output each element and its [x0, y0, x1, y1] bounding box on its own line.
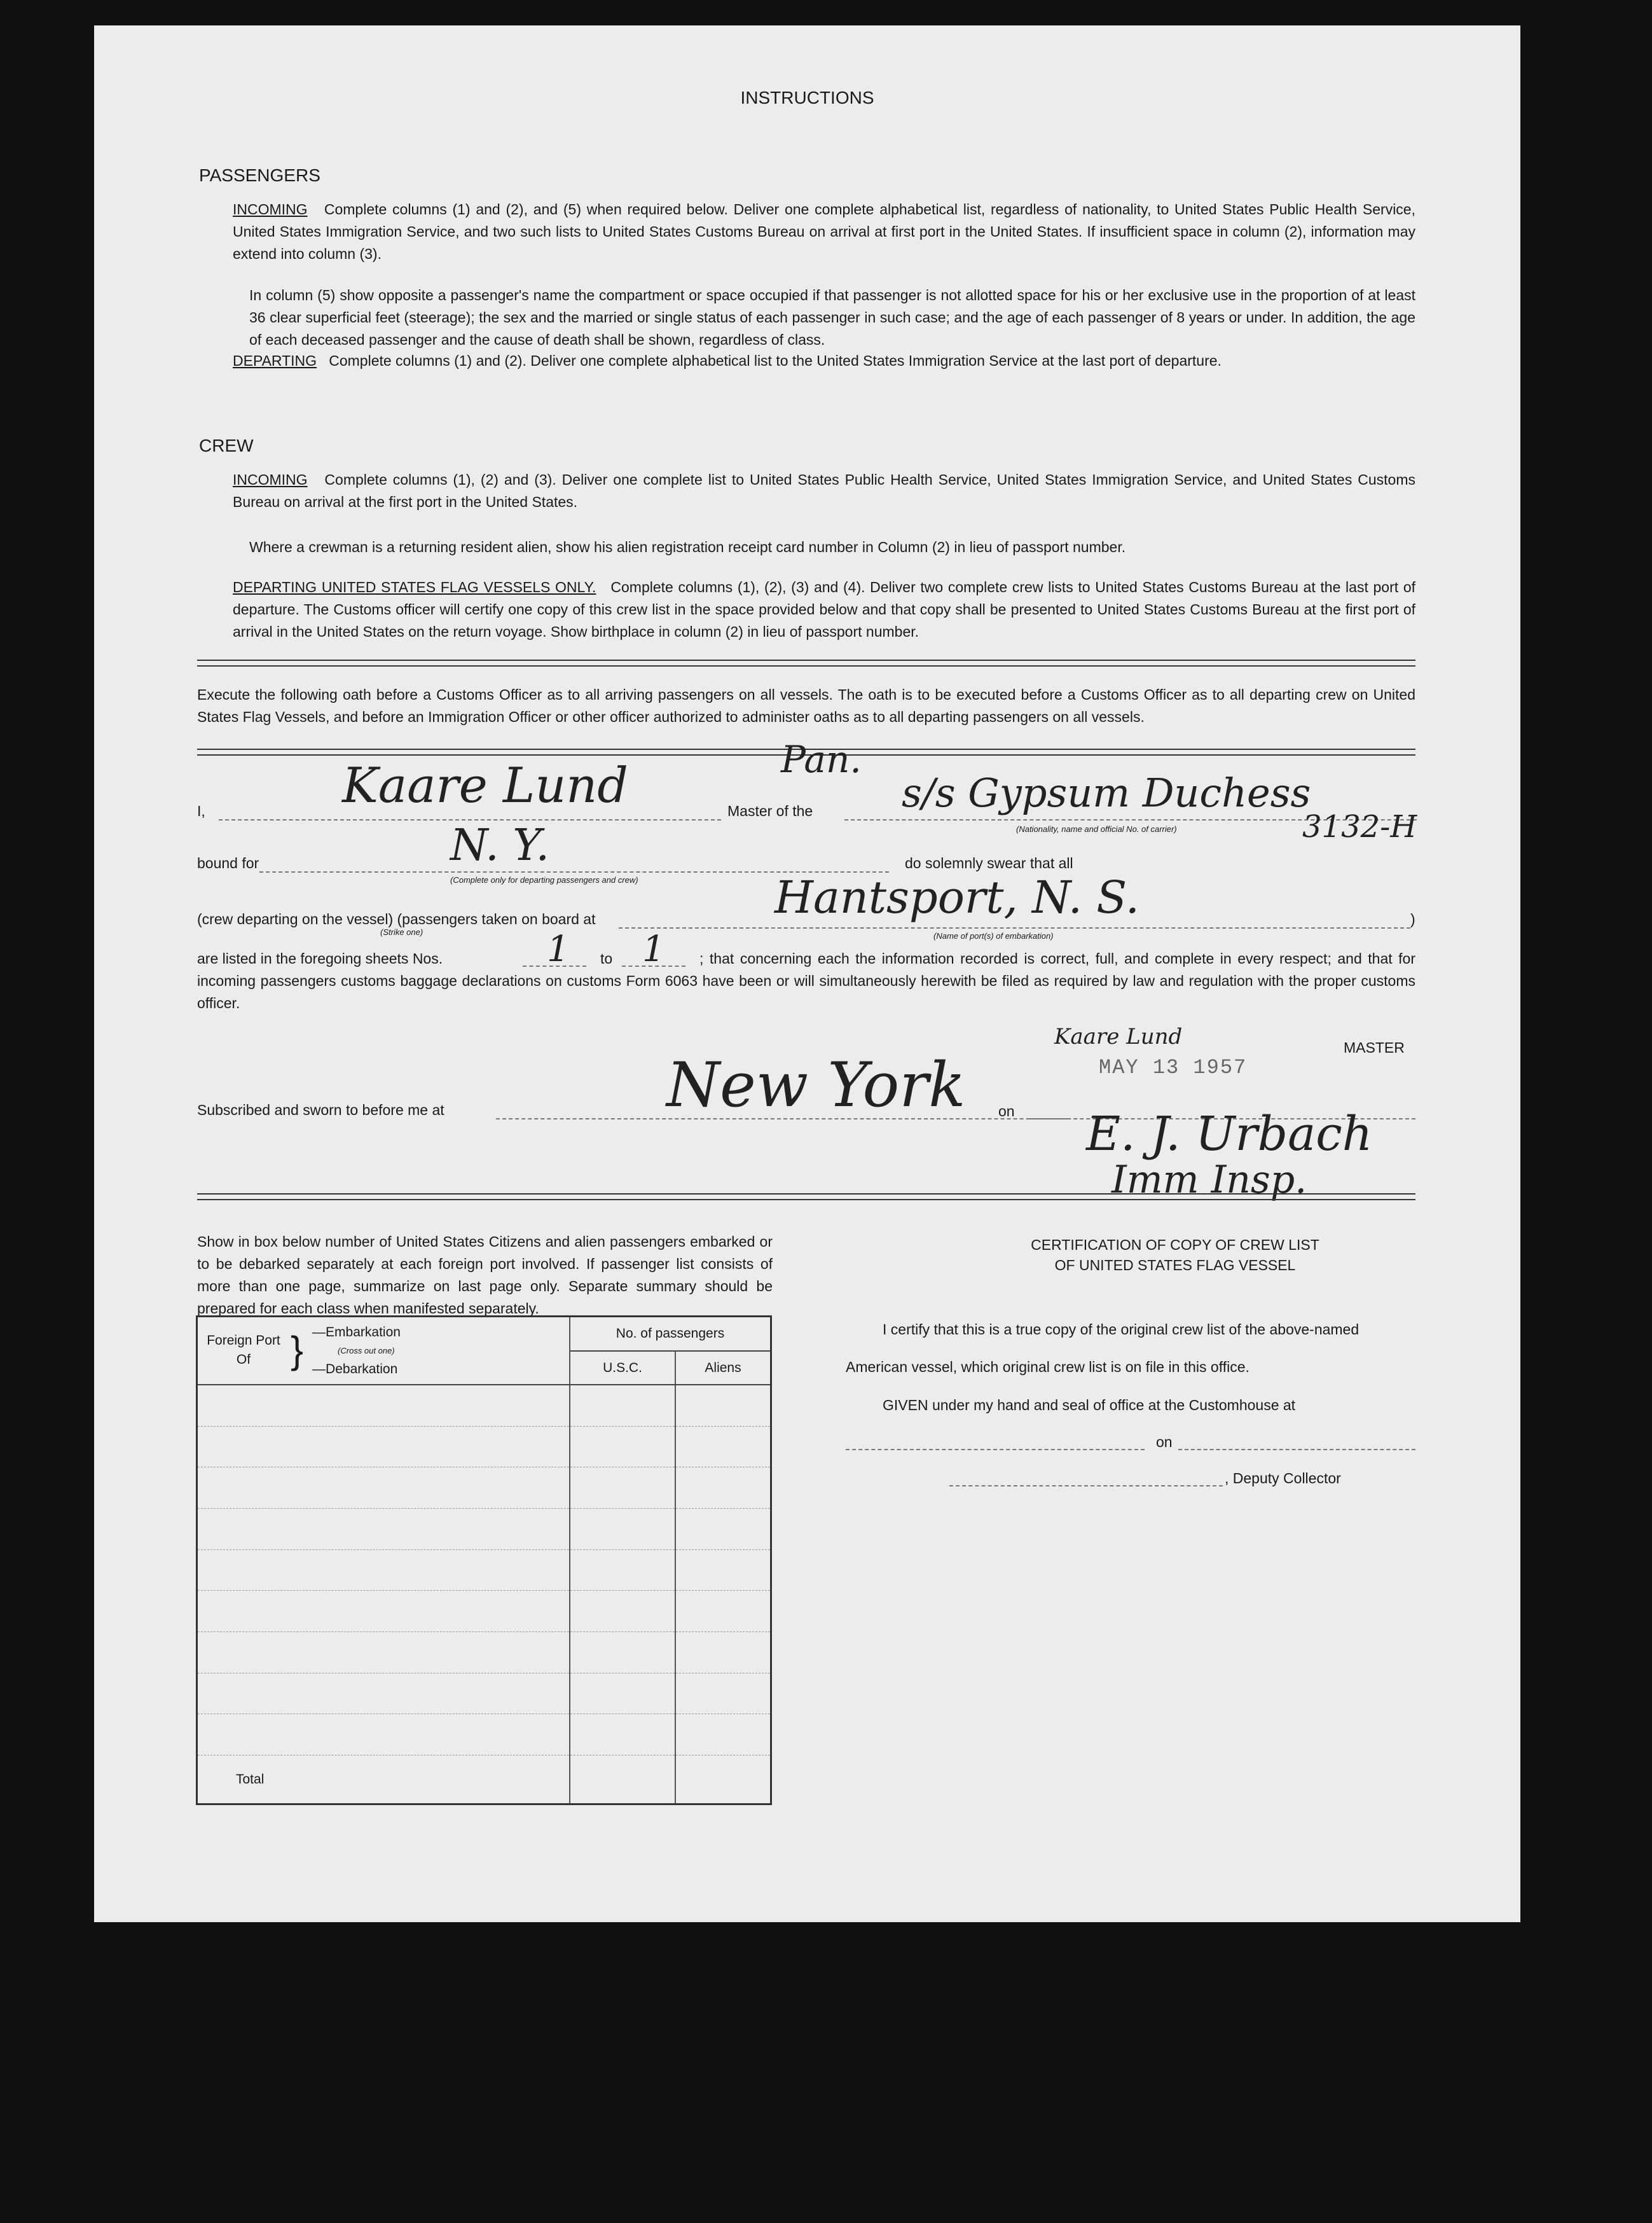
no-passengers-header: No. of passengers	[570, 1317, 771, 1352]
oath-i-label: I,	[197, 803, 205, 819]
foreign-port-label: Foreign Port Of	[207, 1333, 280, 1368]
port-caption: (Name of port(s) of embarkation)	[933, 931, 1054, 941]
divider	[197, 660, 1415, 661]
passengers-incoming-text: Complete columns (1) and (2), and (5) when required below. Deliver one complete alphabetical list, regardless of nationality, to United States Public Health Service, United States Immigration Service, and two such lists to United States Customs Bureau on arrival at first port in the United States. If insufficient space in column (2), information may extend into column (3).	[233, 201, 1415, 262]
document-page	[94, 25, 1520, 1922]
vessel-name: s/s Gypsum Duchess	[902, 770, 1311, 816]
divider	[197, 1199, 1415, 1200]
port-line	[619, 927, 1410, 929]
brace-icon: }	[291, 1329, 304, 1372]
subscribed-label: Subscribed and sworn to before me at	[197, 1102, 444, 1118]
certification-title-2: OF UNITED STATES FLAG VESSEL	[1054, 1257, 1296, 1273]
total-usc	[570, 1756, 675, 1804]
sheet-from: 1	[547, 929, 570, 970]
passengers-heading: PASSENGERS	[199, 165, 320, 185]
officer-title: Imm Insp.	[1112, 1158, 1307, 1202]
sheets-suffix: ; that concerning each the information recorded is correct, full, and complete in every respect; and that for incoming passengers customs baggage declarations on customs Form 6063 have been or will simultaneously herewith be filed as required by law and regulation with the proper customs officer.	[197, 950, 1415, 1011]
usc-header: U.S.C.	[570, 1351, 675, 1385]
master-signature: Kaare Lund	[1054, 1024, 1183, 1049]
table-row	[197, 1549, 570, 1591]
swear-label: do solemnly swear that all	[905, 855, 1073, 871]
passengers-departing-paragraph	[233, 350, 1415, 372]
total-aliens	[675, 1756, 771, 1804]
official-number: 3132-H	[1302, 809, 1417, 845]
certification-title-1: CERTIFICATION OF COPY OF CREW LIST	[1031, 1236, 1319, 1253]
nationality: Pan.	[781, 738, 862, 781]
certification-date-line	[1178, 1449, 1415, 1450]
crew-incoming-label: INCOMING	[233, 471, 308, 488]
officer-signature: E. J. Urbach	[1086, 1107, 1373, 1161]
vessel-caption: (Nationality, name and official No. of carrier)	[1016, 824, 1177, 834]
certification-on-label: on	[1156, 1434, 1173, 1450]
debarkation-label: —Debarkation	[312, 1361, 398, 1376]
crew-incoming-paragraph	[233, 469, 1415, 513]
bound-for-label: bound for	[197, 855, 259, 871]
foreign-port-header	[197, 1317, 570, 1385]
table-row	[197, 1714, 570, 1756]
passengers-departing-label: DEPARTING	[233, 352, 317, 369]
embarkation-label: —Embarkation	[312, 1324, 401, 1340]
table-row	[197, 1591, 570, 1632]
date-stamp: MAY 13 1957	[1099, 1056, 1248, 1079]
total-label: Total	[197, 1756, 570, 1804]
crew-heading: CREW	[199, 436, 254, 455]
bound-for-value: N. Y.	[450, 821, 550, 871]
passengers-departing-text: Complete columns (1) and (2). Deliver one complete alphabetical list to the United States Immigration Service at the last port of departure.	[329, 352, 1222, 369]
crew-incoming-text: Complete columns (1), (2) and (3). Deliver one complete list to United States Public Health Service, United States Immigration Service, and United States Customs Bureau on arrival at the first port in the United States.	[233, 471, 1416, 510]
passengers-column5-paragraph: In column (5) show opposite a passenger's name the compartment or space occupied if that passenger is not allotted space for his or her exclusive use in the proportion of at least 36 clear superficial feet (steerage); the sex and the married or single status of each passenger in such case; and the age of each passenger of 8 years or under. In addition, the age of each deceased passenger and the cause of death shall be shown, regardless of class.	[249, 287, 1415, 348]
customhouse-line	[846, 1449, 1145, 1450]
cross-out-label: (Cross out one)	[338, 1345, 395, 1355]
close-paren: )	[1410, 911, 1415, 927]
table-row	[197, 1385, 570, 1426]
master-of-label: Master of the	[727, 803, 813, 819]
sheets-prefix: are listed in the foregoing sheets Nos.	[197, 950, 443, 967]
table-row	[197, 1509, 570, 1550]
table-row	[197, 1467, 570, 1509]
oath-intro: Execute the following oath before a Customs Officer as to all arriving passengers on all vessels. The oath is to be executed before a Customs Officer as to all departing crew on United States Flag Vessels, and before an Immigration Officer or other officer authorized to administer oaths as to all departing passengers on all vessels.	[197, 686, 1415, 725]
bound-for-caption: (Complete only for departing passengers and crew)	[450, 875, 638, 885]
sheet-to: 1	[642, 929, 665, 970]
on-label: on	[998, 1103, 1015, 1119]
table-row	[197, 1426, 570, 1467]
certification-line-2: American vessel, which original crew list is on file in this office.	[846, 1359, 1249, 1375]
summary-note: Show in box below number of United States Citizens and alien passengers embarked or to be debarked separately at each foreign port involved. If passenger list consists of more than one page, summarize on last page only. Separate summary should be prepared for each class when manifested separately.	[197, 1233, 773, 1317]
crew-departing-text: Complete columns (1), (2), (3) and (4). Deliver two complete crew lists to United States Customs Bureau at the last port of departure. The Customs officer will certify one copy of this crew list in the space provided below and that copy shall be presented to United States Customs Bureau at the first port of arrival in the United States on the return voyage. Show birthplace in column (2) in lieu of passport number.	[233, 579, 1416, 640]
deputy-collector-label: , Deputy Collector	[1225, 1470, 1341, 1486]
crew-departing-label: (crew departing on the vessel) (passengers taken on board at	[197, 911, 596, 927]
crew-departing-paragraph	[233, 576, 1415, 643]
certification-line-3: GIVEN under my hand and seal of office at the Customhouse at	[883, 1397, 1296, 1413]
passengers-incoming-label: INCOMING	[233, 201, 308, 218]
port-of-embarkation: Hantsport, N. S.	[774, 871, 1139, 924]
passenger-summary-table	[196, 1315, 772, 1805]
divider	[197, 1193, 1415, 1195]
passengers-incoming-paragraph	[233, 198, 1415, 265]
divider	[197, 665, 1415, 667]
table-row	[197, 1673, 570, 1714]
crew-resident-paragraph: Where a crewman is a returning resident alien, show his alien registration receipt card number in Column (2) in lieu of passport number.	[249, 539, 1126, 555]
deputy-signature-line	[949, 1485, 1223, 1486]
page-title: INSTRUCTIONS	[740, 88, 874, 107]
master-name: Kaare Lund	[342, 757, 628, 814]
certification-line-1: I certify that this is a true copy of the original crew list of the above-named	[883, 1321, 1359, 1338]
to-label: to	[600, 950, 613, 967]
crew-departing-label: DEPARTING UNITED STATES FLAG VESSELS ONLY.	[233, 579, 596, 595]
sworn-place: New York	[666, 1049, 966, 1121]
table-row	[197, 1632, 570, 1673]
strike-caption: (Strike one)	[380, 927, 423, 937]
aliens-header: Aliens	[675, 1351, 771, 1385]
master-label: MASTER	[1344, 1039, 1405, 1056]
